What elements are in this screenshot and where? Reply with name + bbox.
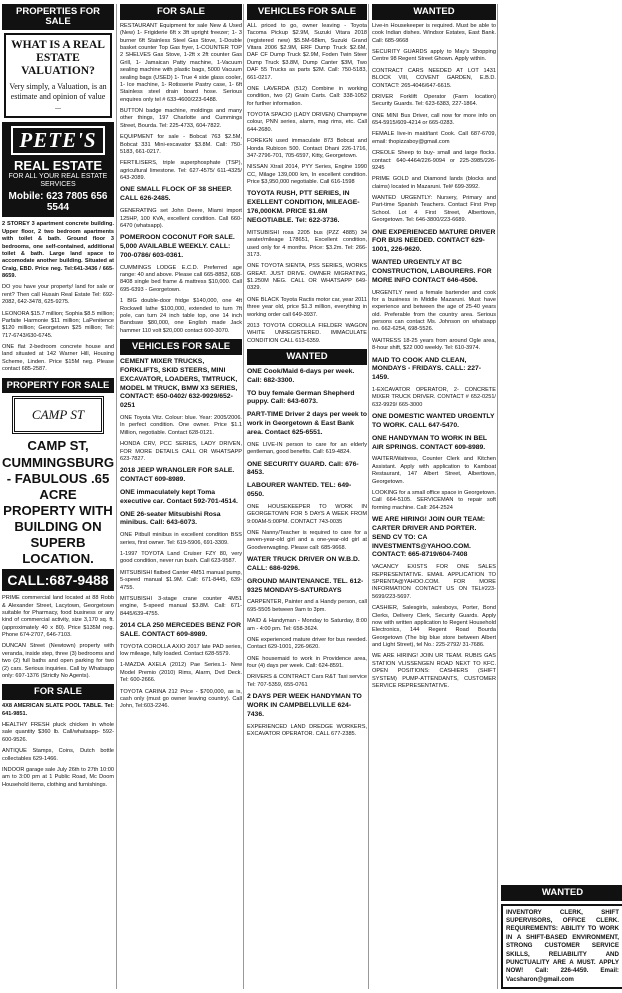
classified-ad: EXPERIENCED LAND DREDGE WORKERS, EXCAVATOR OPERATOR. CALL 677-2385. <box>247 723 367 738</box>
classified-ad: ONE HANDYMAN TO WORK IN BEL AIR SPRINGS. CONTACT 609-8989. <box>372 434 487 451</box>
classified-ad: LOOKING for a small office space in Georgetown. Call 664-5105. SERVICEMAN to repair soft forming machine. Call: 264-2524 <box>372 489 496 511</box>
classified-ad: PART-TIME Driver 2 days per week to work in Georgetown & East Bank area. Contact 625-6551. <box>247 411 367 436</box>
column-for-sale <box>116 4 242 989</box>
classified-ad: 4X8 AMERICAN SLATE POOL TABLE. Tel: 641-9851. <box>2 703 114 717</box>
classified-ad: 2018 JEEP WRANGLER FOR SALE. CONTACT 609-8989. <box>120 467 235 484</box>
classified-ad: ONE 26-seater Mitsubishi Rosa minibus. Call: 643-6073. <box>120 510 221 527</box>
classified-ad: CUMMINGS LODGE E.C.D. Preferred age range: 40 and above. Please call 665-8852, 608-8408 single bed frame & mattress $10,000. Call 695-6393 - Georgetown. <box>120 264 242 293</box>
classified-ad: TOYOTA CARINA 212 Price - $700,000, as is, cash only (must go owner leaving country). Call John, Tel:603-2246. <box>120 688 242 710</box>
section-header-for-sale: FOR SALE <box>2 684 114 700</box>
classified-ad: ONE experienced mature driver for bus needed. Contact 629-1001, 226-9620. <box>247 636 367 651</box>
petes-real-estate-ad <box>2 122 114 218</box>
classified-ad: ONE Nanny/Teacher is required to care for a seven-year-old girl and a one-year-old girl at Goodverwagting. Please call: 685-9668. <box>247 529 367 551</box>
classified-ad: NISSAN Xtrail 2014, PYY Series, Engine 1990 CC, Milage 139,000 km, In excellent condition. Price $3,950,000 negotiable. Call 616-1598 <box>247 164 367 186</box>
section-header-wanted: WANTED <box>501 885 622 901</box>
classified-ad: ONE BLACK Toyota Ractis motor car, year 2011 three year old, price $1.3 million, everything in working order call 649-3937. <box>247 296 367 318</box>
classified-ad: ONE flat 2-bedroom concrete house and land situated at 142 Warner Hill, Housing Scheme, Linden. Price $15M neg. Please contact 685-2587. <box>2 344 114 373</box>
classified-ad: GENERATING set John Deere, Miami import 125HP, 100 KVA, excellent condition. Call 660-6470 (whatsapp). <box>120 208 242 229</box>
classified-ad: ALL priced to go, owner leaving - Toyota Tacoma Pickup $2.9M, Suzuki Vitara 2018 (registered new) $5.5M-68km, Suzuki Grand Vitara 2006 $2.9M, ERF Dump Truck $2.6M, DAF CF Dump Truck $2.9M, Foden Twin Steer Dump Truck $3.8M, Dump Canter $3M, Two DAF 55 Trucks as parts $2M. Call: 750-5183, 661-0217. <box>247 22 367 81</box>
classified-ad: 1-EXCAVATOR OPERATOR, 2- CONCRETE MIXER TRUCK DRIVER. CONTACT # 652-0251/ 632-9929/ 665-3000 <box>372 387 496 408</box>
petes-title: REAL ESTATE <box>13 157 103 173</box>
classified-ad: 2 STOREY 3 apartment concrete building. Upper floor, 2 two bedroom apartments with toilet & bath. Ground floor 3 bedrooms, one self-contained, additional toilet & bath. Large land space to accomodate another building. Situated at Craig, EBD. Price neg. Tel:641-3436 / 665-8659. <box>2 221 114 279</box>
classified-ad: FEMALE live-in maid/tant Cook. Call 687-6709, email: thopizzaboy@gmail.com <box>372 131 496 145</box>
classified-ad: ONE EXPERIENCED MATURE DRIVER FOR BUS NEEDED. CONTACT 629-1001, 226-9620. <box>372 228 496 254</box>
column-wanted <box>368 4 496 989</box>
classified-ad: ONE SECURITY GUARD. Call: 676-8453. <box>247 460 359 477</box>
section-header-wanted: WANTED <box>247 349 367 365</box>
classified-ad: MAID TO COOK AND CLEAN, MONDAYS - FRIDAYS. CALL: 227-1459. <box>372 356 482 382</box>
classified-ad: PRIME GOLD and Diamond lands (blocks and claims) located in Mazaruni. Tel# 699-3992. <box>372 176 496 190</box>
camp-st-stamp: CAMP ST <box>12 396 104 434</box>
classified-ad: FERTILISERS, triple superphosphate (TSP), agricultural limestone. Tel: 627-4575/ 611-4325/ 643-2089. <box>120 160 242 182</box>
camp-street-ad <box>2 396 114 591</box>
classified-ad: 2014 CLA 250 MERCEDES BENZ FOR SALE. CONTACT 609-8989. <box>120 622 241 638</box>
section-header-vehicles-for-sale: VEHICLES FOR SALE <box>247 4 367 20</box>
classified-ad: GROUND MAINTENANCE. TEL. 612-9325 MONDAYS-SATURDAYS <box>247 577 364 594</box>
classified-ad: ONE LAVERDA (512) Combine in working condition, two (2) Grain Carts. Call: 338-1052 for further information. <box>247 85 367 107</box>
classified-ad: 2013 TOYOTA COROLLA FIELDER WAGON WHITE UNREGISTERED. IMMACULATE CONDITION CALL 613-6359. <box>247 322 367 344</box>
valuation-ad <box>4 33 112 118</box>
classified-ad: WATER TRUCK DRIVER ON W.B.D. CALL: 686-9296. <box>247 556 360 572</box>
section-header-for-sale: FOR SALE <box>120 4 242 20</box>
classified-ad: 1-MAZDA AXELA (2012) Pae Series.1- New Model Premio (2010) Rims, Alarm, Dvd Deck. Tel: 600-2666. <box>120 662 242 684</box>
column-properties <box>2 4 114 989</box>
camp-st-call: CALL:687-9488 <box>2 569 114 591</box>
section-header-property-for-sale: PROPERTY FOR SALE <box>2 378 114 394</box>
wanted-box-wrap <box>501 885 622 989</box>
classified-ad: URGENTLY need a female bartender and cook for a business in Middle Mazaruni. Must have experience and between the age of 25-40 years old. Preferable from the country area. Serious persons can contact Ms. Johnson on whatsapp no. 662-6254, 698-5526. <box>372 289 496 333</box>
classified-ad: DRIVERS & CONTRACT Cars R&T Taxi service Tel: 707-5359, 655-0761 <box>247 674 367 688</box>
classified-ad: CARPENTER, Painter and a Handy person, call 695-5505 between 9am to 3pm. <box>247 599 367 613</box>
classified-ad: DUNCAN Street (Newtown) property with veranda, inside step, three (3) bedrooms and two (2) full baths and open parking for two (2) cars. Serious inquiries. Call by Whatsapp only: 697-1376 (Strictly No Agents). <box>2 643 114 679</box>
classified-ad: ONE Toyota Vitz. Colour: blue. Year: 2005/2006. In perfect condition. One owner. Price $1.1 Million, negotiable. Contact 628-0121. <box>120 415 242 436</box>
classified-ad: WAITRESS 18-25 years from around Ogle area, 8-hour shift, $22 000 weekly. Tel: 610-3974. <box>372 337 496 352</box>
petes-logo: PETE'S <box>11 126 104 155</box>
classified-ad: SECURITY GUARDS apply to May's Shopping Centre 98 Regent Street Ghown. Apply within. <box>372 49 496 63</box>
classified-ad: TOYOTA SPACIO (LADY DRIVEN) Champayne colour, PNN series, alarm, mag rims, etc. Call 644-2680. <box>247 112 367 133</box>
valuation-body: Very simply, a Valuation, is an estimate and opinion of value ... <box>9 81 107 111</box>
classified-ad: ONE Pitbull minibus in excellent condition BSS series, first owner. Tel: 619-5906, 691-3309. <box>120 532 242 546</box>
classified-ad: ONE Cook/Maid 6-days per week. Call: 682-3300. <box>247 368 355 384</box>
classified-ad: RESTAURANT Equipment for sale New & Used (New) 1- Frigiderie 6ft x 3ft upright freezer; 1- 3 burner 6ft Stainless Steel Gas Stove, 1-Double basket counter Top Gas fryer, 1-COUNTER TOP 2 SHELVES Gas Stove, 1-2ft x 2ft counter Gas Grill, 1- Jamaican Patty machine, 1-Vacuum sealing machine with plastic bags, 5000 Vacuum sealing bags (USED) 1- True 4 side glass cooler, 1- Ice machine, 1- Rotisserie Pastry case, 1- 6ft Stainless steel drain board hose. Serious enquires only tel # 633-4600/223-6488. <box>120 22 242 103</box>
petes-subtitle: FOR ALL YOUR REAL ESTATE SERVICES <box>8 172 108 188</box>
classified-ad: MITSUBISHI rosa 2205 bus (PZZ 4885) 34 seater/mileage 178651, Excellent condition, used only for 4 months. Price: $3.2m. Tel: 266-3173. <box>247 229 367 258</box>
classified-ad: MITSUBISHI flatbed Canter 4M51 manual pump, 5-speed manual $1.9M. Call: 671-8445, 639-4755. <box>120 569 242 591</box>
classified-ad: MAID & Handyman - Monday to Saturday, 8:00 am - 4:00 pm. Tel: 658-3624. <box>247 618 367 632</box>
classified-ad: INDOOR garage sale July 26th to 27th 10:00 am to 3:00 pm at 1 Public Road, Mc Doom Household items, clothing and furnishings. <box>2 766 114 788</box>
classified-ad: BUTTON badge machine, moldings and many other things, 197 Charlotte and Cummings Street, Bourda. Tel: 225-4733, 604-7822. <box>120 108 242 129</box>
classified-ad: WANTED URGENTLY: Nursery, Primary and Part-time Spanish Teachers. Contact First Prep School. Lot 4 First Street, Alberttown, Georgetown. Tel: 646-3800/223-6689. <box>372 195 496 224</box>
classified-ad: 2 DAYS PER WEEK HANDYMAN TO WORK IN CAMPBELLVILLE 624-7436. <box>247 693 362 718</box>
petes-mobile: Mobile: 623 7805 656 5544 <box>8 191 108 214</box>
classified-ad: HEALTHY FRESH pluck chicken in whole sale quantity $360 lb. Call/whatsapp- 592-600-9526. <box>2 722 114 743</box>
classified-ad: FOREIGN used immaculate 873 Bobcat and Honda Rubicon 500. Contact Dhani 226-1716, 347-2796-701, 705-6597, Kitty, Georgetown. <box>247 138 367 159</box>
classified-ad: EQUIPMENT for sale - Bobcat 763 $2.5M, Bobcat 331 Mini-excavator $3.8M. Call: 750-5183, 661-0217. <box>120 134 242 155</box>
classified-ad: ONE LIVE-IN person to care for an elderly gentleman, good benefits. Call: 619-4824. <box>247 441 367 456</box>
classified-ad: ONE housemaid to work in Providence area, four (4) days per week. Call: 624-8591. <box>247 655 367 670</box>
classified-ad: PRIME commercial land located at 88 Robb & Alexander Street, Lacytown, Georgetown suitable for Pharmacy, food business or any kind of commercial activity, size 3,170 sq. ft. (approximately 40 x 80). Price $135M neg. Phone 674-2707, 646-7103. <box>2 595 114 639</box>
classified-ad: WAITER/Waitress, Counter Clerk and Kitchen Assistant. Apply with application to Kamboat Restaurant, 147 Albert Street, Alberttown, Georgetown. <box>372 456 496 485</box>
column-wanted-box <box>497 4 622 989</box>
section-header-vehicles-for-sale: VEHICLES FOR SALE <box>120 339 242 355</box>
classified-ad: ONE SMALL FLOCK OF 38 SHEEP. CALL 626-2485. <box>120 186 232 203</box>
camp-st-text: CAMP ST, CUMMINGSBURG - FABULOUS .65 ACRE PROPERTY WITH BUILDING ON SUPERB LOCATION. <box>2 438 114 567</box>
classified-ad: DRIVER Forklift Operator (Farm location) Security Guards. Tel: 623-6383, 227-1864. <box>372 93 496 108</box>
classified-ad: LEONORA $15.7 million; Sophia $8.5 million; Parfaite Harmonie $11 million; LaPenitence $120 million; Georgetown $25 million; Tel: 717-6743/630-6745. <box>2 310 114 339</box>
column-vehicles-wanted <box>243 4 367 989</box>
classified-ad: ANTIQUE Stamps, Coins, Dutch bottle collectables 629-1466. <box>2 748 114 762</box>
classified-ad: CREOLE Sheep to buy- small and large flocks. contact: 640-4464/226-9094 or 225-3985/226-9245 <box>372 150 496 171</box>
classified-ad: CONTRACT CARS NEEDED AT LOT 1431 BLOCK VIII, COVENT GARDEN, E.B.D. CONTACT: 265-4046/647-6615. <box>372 67 496 89</box>
classified-ad: 1 BIG double-door fridge $140,000, one 4ft Rockwell lathe $100,000, extended to turn 7ft pole, can turn 24 inch table top, one 14 inch Bandsaw $80,000, one English made Jack hammer 110 volt $20,000 contact 600-3070. <box>120 298 242 334</box>
classified-ad: ONE DOMESTIC WANTED URGENTLY TO WORK. CALL 647-5470. <box>372 413 495 429</box>
classified-ad: WE ARE HIRING! JOIN UR TEAM. RUBIS GAS STATION VLISSENGEN ROAD NEXT TO KFC. OPEN POSITIONS: CASHIERS (SHIFT SYSTEM) PUMP-ATTENDANTS, CUSTOMER SERVICE REPRESENTATIVE. <box>372 653 496 689</box>
wanted-box-ad: INVENTORY CLERK, SHIFT SUPERVISORS, OFFICE CLERK. REQUIREMENTS: ABILITY TO WORK IN A SHIFT-BASED ENVIRONMENT, STRONG CUSTOMER SERVICE SKILLS, RELIABILITY AND PUNCTUALITY ARE A MUST. APPLY NOW! Call: 226-4459. Email: Vacsharon@gmail.com <box>501 904 622 989</box>
classified-ad: MITSUBISHI 3-stage crane counter 4M51 engine, 5-speed manual $3.8M. Call: 671-8445/639-4755. <box>120 595 242 617</box>
classified-ad: TOYOTA RUSH, PTT SERIES, IN EXELLENT CONDITION, MILEAGE-176,000KM. PRICE $1.6M NEGOTIABLE. Tel: 622-3736. <box>247 190 360 224</box>
classified-ad: LABOURER WANTED. TEL: 649-0550. <box>247 482 352 499</box>
classified-ad: DO you have your property/ land for sale or rent? Then call Husain Real Estate Tel: 692-2082, 642-3478, 625-9275. <box>2 284 114 306</box>
classified-ad: ONE MINI Bus Driver, call now for more info on 654-5915/609-4214 or 665-0283. <box>372 112 496 127</box>
classified-ad: TOYOTA COROLLA AXIO 2017 late PAD series, low mileage, fully loaded. Contact 628-5579. <box>120 643 242 658</box>
classified-ad: ONE HOUSEKEEPER TO WORK IN GEORGETOWN FOR 5 DAYS A WEEK FROM 9:00AM-5:00PM. CONTACT 743-0035 <box>247 503 367 525</box>
classified-ad: 1-1997 TOYOTA Land Cruiser FZY 80, very good condition, never run bush. Call 623-9587. <box>120 551 242 565</box>
classified-ad: Live-in Housekeeper is required. Must be able to cook Indian dishes. Windsor Estates, East Bank. Call: 685-9668 <box>372 22 496 44</box>
classified-ad: ONE TOYOTA SIENTA, PSS SERIES, WORKS GREAT. JUST DRIVE. OWNER MIGRATING, $1.250M NEG. CALL OR WHATSAPP 649-0329. <box>247 263 367 292</box>
classified-ad: CEMENT MIXER TRUCKS, FORKLIFTS, SKID STEERS, MINI EXCAVATOR, LOADERS, TMTRUCK, MODEL M TRUCK, BMW X3 SERIES, CONTACT: 650-0402/ 632-9929/652-0251 <box>120 358 238 410</box>
classified-ad: WANTED URGENTLY AT BC CONSTRUCTION, LABOURERS. FOR MORE INFO CONTACT 646-4506. <box>372 259 492 284</box>
classified-ad: POMEROON COCONUT FOR SALE. 5,000 AVAILABLE WEEKLY. CALL: 700-0786/ 603-0361. <box>120 234 235 259</box>
classified-ad: VACANCY EXISTS FOR ONE SALES REPRESENTATIVE. EMAIL APPLICATION TO SPRENTA@YAHOO.COM. FOR MORE INFORMATION CONTACT US ON TEL#223-5699/223-5697. <box>372 564 496 600</box>
classified-ad: TO buy female German Shepherd puppy. Call: 643-6073. <box>247 389 355 406</box>
classified-ad: HONDA CRV, PCC SERIES, LADY DRIVEN, FOR MORE DETAILS CALL OR WHATSAPP 623-7827. <box>120 441 242 462</box>
classified-ad: WE ARE HIRING! JOIN OUR TEAM: CARTER DRIVER AND PORTER. SEND CV TO: CA INVESTMENTS@YAHOO.COM. CONTACT: 665-8719/604-7408 <box>372 516 486 559</box>
section-header-wanted: WANTED <box>372 4 496 20</box>
section-header-properties-for-sale: PROPERTIES FOR SALE <box>2 4 114 30</box>
classified-ad: ONE immaculately kept Toma executive car. Contact 592-701-4514. <box>120 488 238 505</box>
valuation-title: WHAT IS A REAL ESTATE VALUATION? <box>11 38 105 78</box>
classified-ad: CASHIER, Salesgirls, salesboys, Porter, Bond Clerks, Delivery Clerk, Security Guards. Apply now with written application to Regent Household Electronics, 144 Regent Road Bourda Georgetown (The big blue store between Albert and Light Street), tel No.: 225-2792/ 31-7686. <box>372 605 496 648</box>
